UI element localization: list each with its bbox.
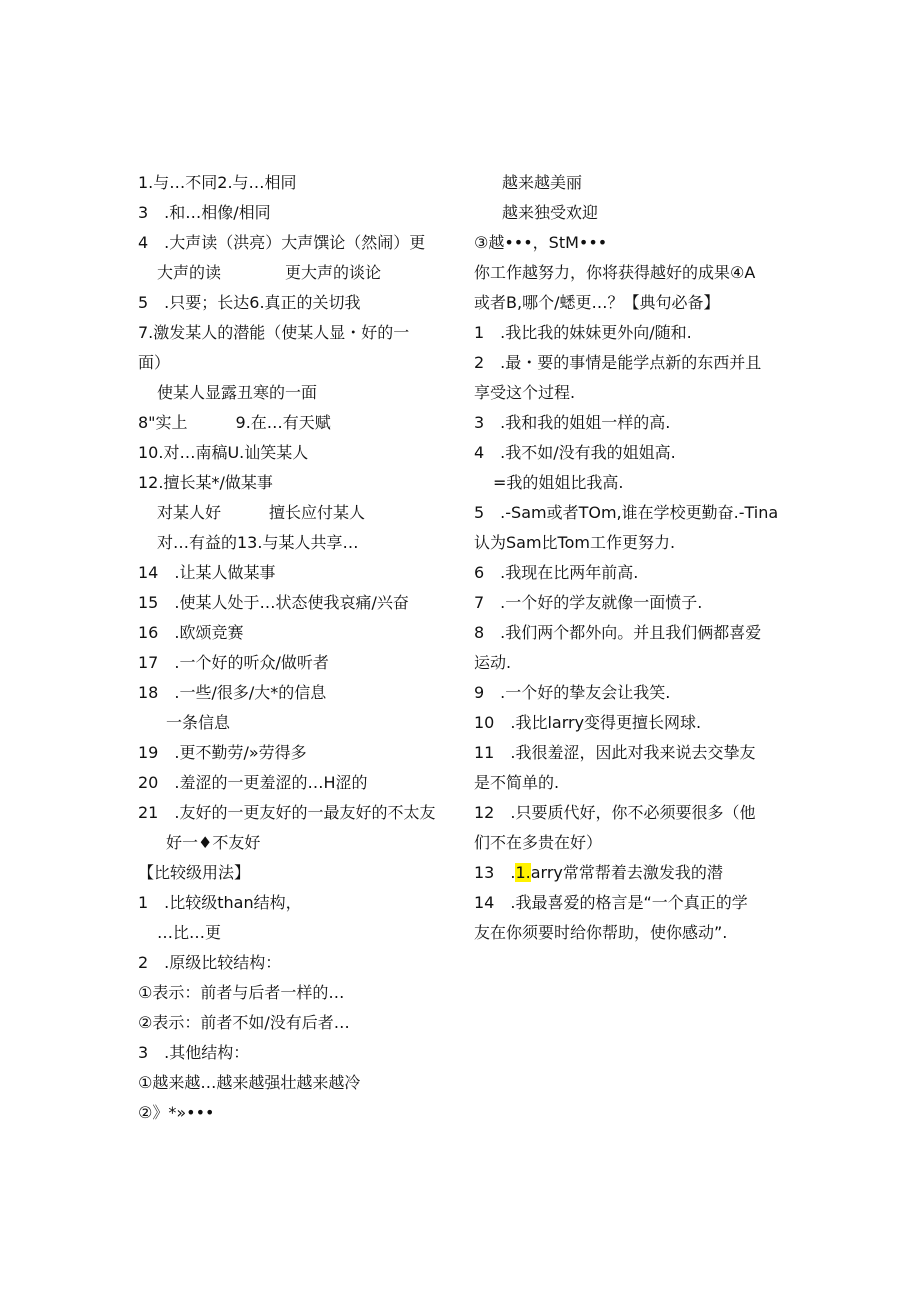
text-line: 21 .友好的一更友好的一最友好的不太友: [138, 803, 436, 822]
text-line: 3 .我和我的姐姐一样的高.: [474, 413, 671, 432]
text-line: 认为Sam比Tom工作更努力.: [474, 533, 676, 552]
text-line: 你工作越努力，你将获得越好的成果④A: [474, 263, 756, 282]
text-line: 面）: [138, 353, 171, 372]
text-line: 8 .我们两个都外向。并且我们俩都喜爱: [474, 623, 762, 642]
text-line: 【比较级用法】: [138, 863, 251, 882]
text-line: 10.对…南稿U.讪笑某人: [138, 443, 309, 462]
text-line: 1 .我比我的妹妹更外向/随和.: [474, 323, 692, 342]
text-line: 3 .和…相像/相同: [138, 203, 271, 222]
text-line: 4 .我不如/没有我的姐姐高.: [474, 443, 676, 462]
text-line: 18 .一些/很多/大*的信息: [138, 683, 327, 702]
text-line: =我的姐姐比我高.: [493, 473, 624, 492]
text-line: 对某人好 擅长应付某人: [157, 503, 366, 522]
text-line: 3 .其他结构：: [138, 1043, 250, 1062]
text-line: 越来越美丽: [502, 173, 583, 192]
text-line: 2 .原级比较结构：: [138, 953, 282, 972]
text-line: 11 .我很羞涩，因此对我来说去交挚友: [474, 743, 756, 762]
text-line: 17 .一个好的听众/做听者: [138, 653, 329, 672]
text-line: 7 .一个好的学友就像一面愤子.: [474, 593, 703, 612]
text-line: ①表示：前者与后者一样的…: [138, 983, 345, 1002]
text-line: 享受这个过程.: [474, 383, 576, 402]
text-line: ③越•••，StM•••: [474, 233, 608, 252]
text-line: 8"实上 9.在…有天赋: [138, 413, 331, 432]
left-column: [138, 168, 460, 1128]
text-line: 或者B,哪个/蟋更…？【典句必备】: [474, 293, 720, 312]
text-line: 12 .只要质代好，你不必须要很多（他: [474, 803, 756, 822]
text-line: 2 .最・要的事情是能学点新的东西并且: [474, 353, 762, 372]
text-line: 4 .大声读（洪亮）大声馔论（然闹）更: [138, 233, 426, 252]
text-line: 越来独受欢迎: [502, 203, 599, 222]
text-line: 好一♦不友好: [166, 833, 261, 852]
text-line: 对…有益的13.与某人共享…: [157, 533, 359, 552]
text-line: 14 .让某人做某事: [138, 563, 276, 582]
highlighted-text: 1.: [515, 863, 531, 882]
text-line: 使某人显露丑寒的一面: [157, 383, 318, 402]
text-line: 7.激发某人的潜能（使某人显・好的一: [138, 323, 410, 342]
text-line-rest: arry常常帮着去激发我的潜: [530, 863, 723, 882]
text-line: 15 .使某人处于…状态使我哀痛/兴奋: [138, 593, 409, 612]
text-line: 大声的读 更大声的谈论: [157, 263, 382, 282]
text-line: 5 .只要；长达6.真正的关切我: [138, 293, 361, 312]
text-line: 一条信息: [166, 713, 231, 732]
text-line: ①越来越…越来越强壮越来越冷: [138, 1073, 361, 1092]
text-line: 是不简单的.: [474, 773, 560, 792]
text-line: 1.与…不同2.与…相同: [138, 173, 297, 192]
text-line: 1 .比较级than结构，: [138, 893, 302, 912]
text-line: …比…更: [157, 923, 222, 942]
text-line: 14 .我最喜爱的格言是“一个真正的学: [474, 893, 748, 912]
text-line: ②表示：前者不如/没有后者…: [138, 1013, 350, 1032]
text-line: 19 .更不勤劳/»劳得多: [138, 743, 307, 762]
text-line: 16 .欧颂竞赛: [138, 623, 244, 642]
text-line: 9 .一个好的挚友会让我笑.: [474, 683, 671, 702]
right-column: [474, 168, 794, 948]
text-line: 5 .-Sam或者TOm,谁在学校更勤奋.-Tina: [474, 503, 779, 522]
text-line: 10 .我比larry变得更擅长网球.: [474, 713, 702, 732]
text-line: 们不在多贵在好）: [474, 833, 603, 852]
text-line: ②》*»•••: [138, 1103, 215, 1122]
text-line: 12.擅长某*/做某事: [138, 473, 273, 492]
text-line: [474, 858, 794, 888]
text-line-prefix: 13 .: [474, 863, 516, 882]
text-line: 友在你须要时给你帮助，使你感动”.: [474, 923, 728, 942]
text-line: 运动.: [474, 653, 512, 672]
text-line: 6 .我现在比两年前高.: [474, 563, 639, 582]
text-line: 20 .羞涩的一更羞涩的…H涩的: [138, 773, 368, 792]
